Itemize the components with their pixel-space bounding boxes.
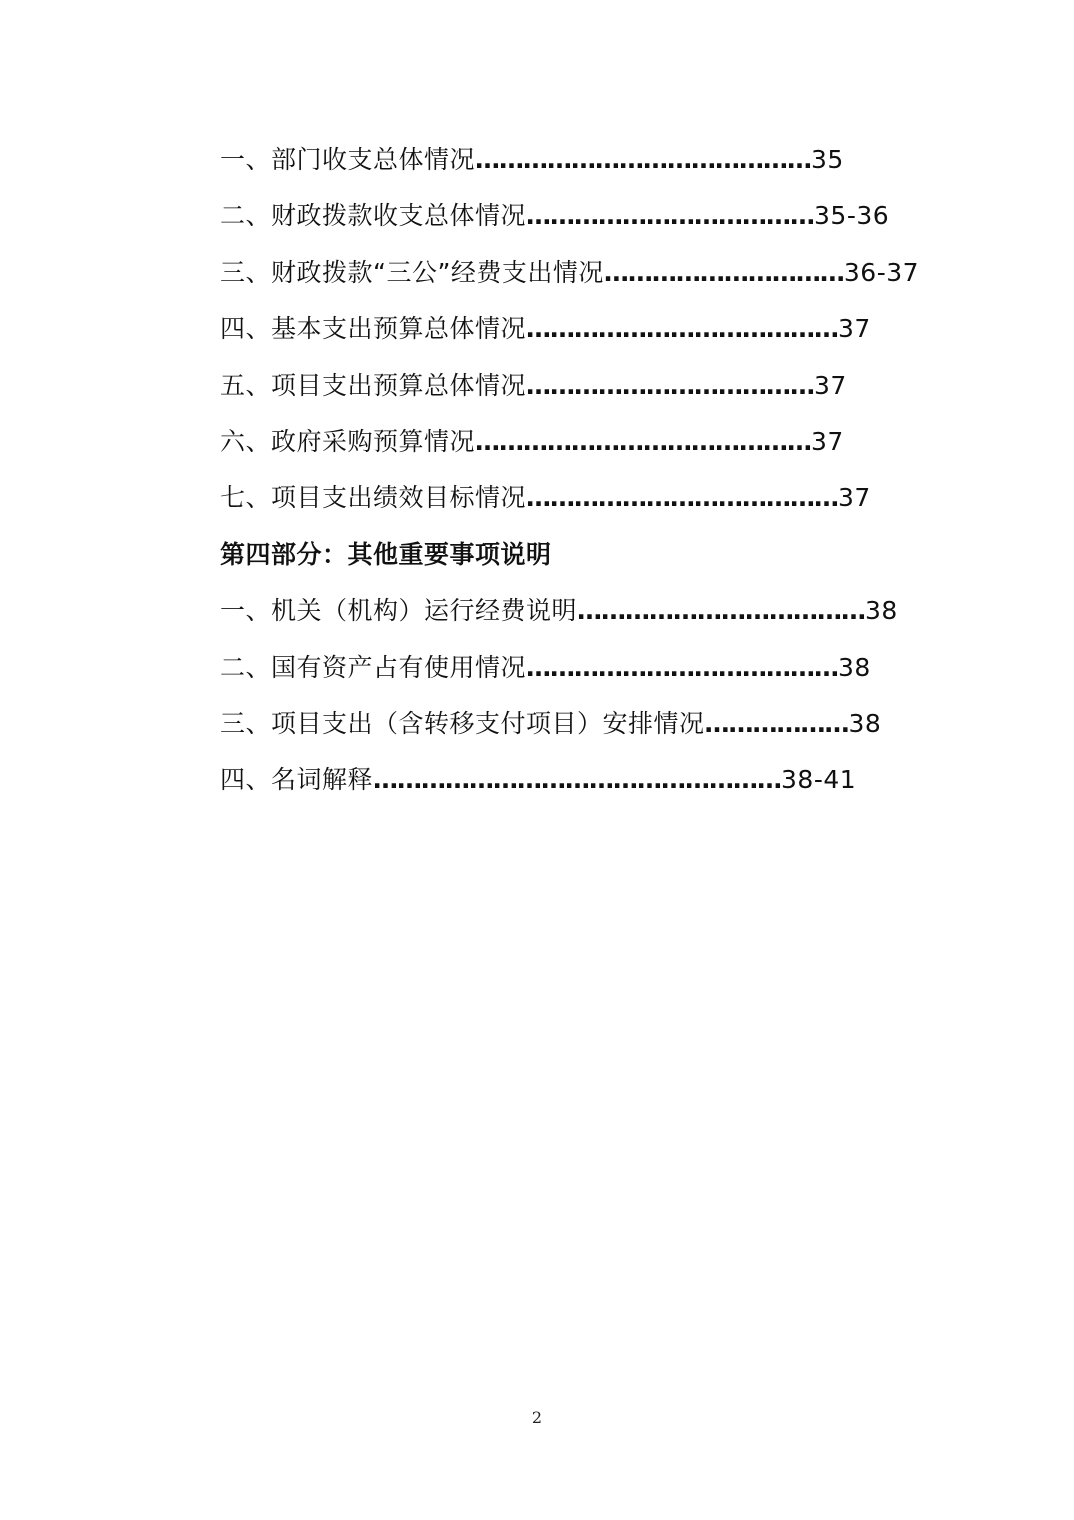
toc-page-number: 37	[838, 483, 871, 513]
toc-leader-dots: ……………………………………………	[373, 765, 782, 795]
toc-entry	[220, 752, 920, 808]
toc-leader-dots: …………………………	[603, 257, 844, 287]
toc-leader-dots: ………………………………	[526, 370, 815, 400]
toc-entry-text: 六、政府采购预算情况	[220, 426, 476, 456]
toc-entry	[220, 696, 920, 752]
toc-leader-dots: ………………………………	[526, 201, 815, 231]
toc-entry-text: 二、国有资产占有使用情况	[220, 652, 527, 682]
toc-page-number: 35-36	[814, 201, 890, 231]
toc-page-number: 38	[865, 596, 898, 626]
toc-page-number: 37	[811, 426, 844, 456]
toc-entry	[220, 414, 920, 470]
toc-entry-text: 三、财政拨款“三公”经费支出情况	[220, 257, 604, 287]
toc-leader-dots: ………………	[704, 708, 849, 738]
toc-page-number: 38	[838, 652, 871, 682]
toc-entry	[220, 132, 920, 188]
toc-entry	[220, 640, 920, 696]
toc-entry-text: 一、机关（机构）运行经费说明	[220, 596, 578, 626]
section-heading-text: 第四部分：其他重要事项说明	[220, 539, 552, 569]
toc-leader-dots: ………………………………	[577, 596, 866, 626]
toc-section-heading	[220, 527, 920, 583]
toc-leader-dots: …………………………………	[526, 652, 839, 682]
toc-page-number: 38-41	[781, 765, 857, 795]
toc-entry	[220, 470, 920, 526]
table-of-contents	[220, 132, 920, 809]
toc-entry	[220, 583, 920, 639]
toc-page-number: 36-37	[843, 257, 920, 287]
toc-entry-text: 五、项目支出预算总体情况	[220, 370, 527, 400]
toc-leader-dots: …………………………………	[526, 314, 839, 344]
toc-entry	[220, 245, 920, 301]
toc-page-number: 38	[848, 708, 882, 738]
toc-entry-text: 四、基本支出预算总体情况	[220, 314, 527, 344]
toc-entry	[220, 188, 920, 244]
toc-page-number: 37	[814, 370, 847, 400]
toc-entry	[220, 358, 920, 414]
toc-page-number: 35	[811, 145, 844, 174]
toc-leader-dots: ……………………………………	[475, 426, 812, 456]
toc-entry-text: 七、项目支出绩效目标情况	[220, 483, 527, 513]
toc-entry-text: 二、财政拨款收支总体情况	[220, 201, 527, 231]
toc-page-number: 37	[838, 314, 871, 344]
toc-entry-text: 三、项目支出（含转移支付项目）安排情况	[220, 708, 705, 738]
toc-leader-dots: ……………………………………	[475, 145, 812, 174]
toc-leader-dots: …………………………………	[526, 483, 839, 513]
toc-entry-text: 一、部门收支总体情况	[220, 145, 476, 174]
toc-entry	[220, 301, 920, 357]
page-number: 2	[531, 1408, 543, 1427]
toc-entry-text: 四、名词解释	[220, 765, 374, 795]
